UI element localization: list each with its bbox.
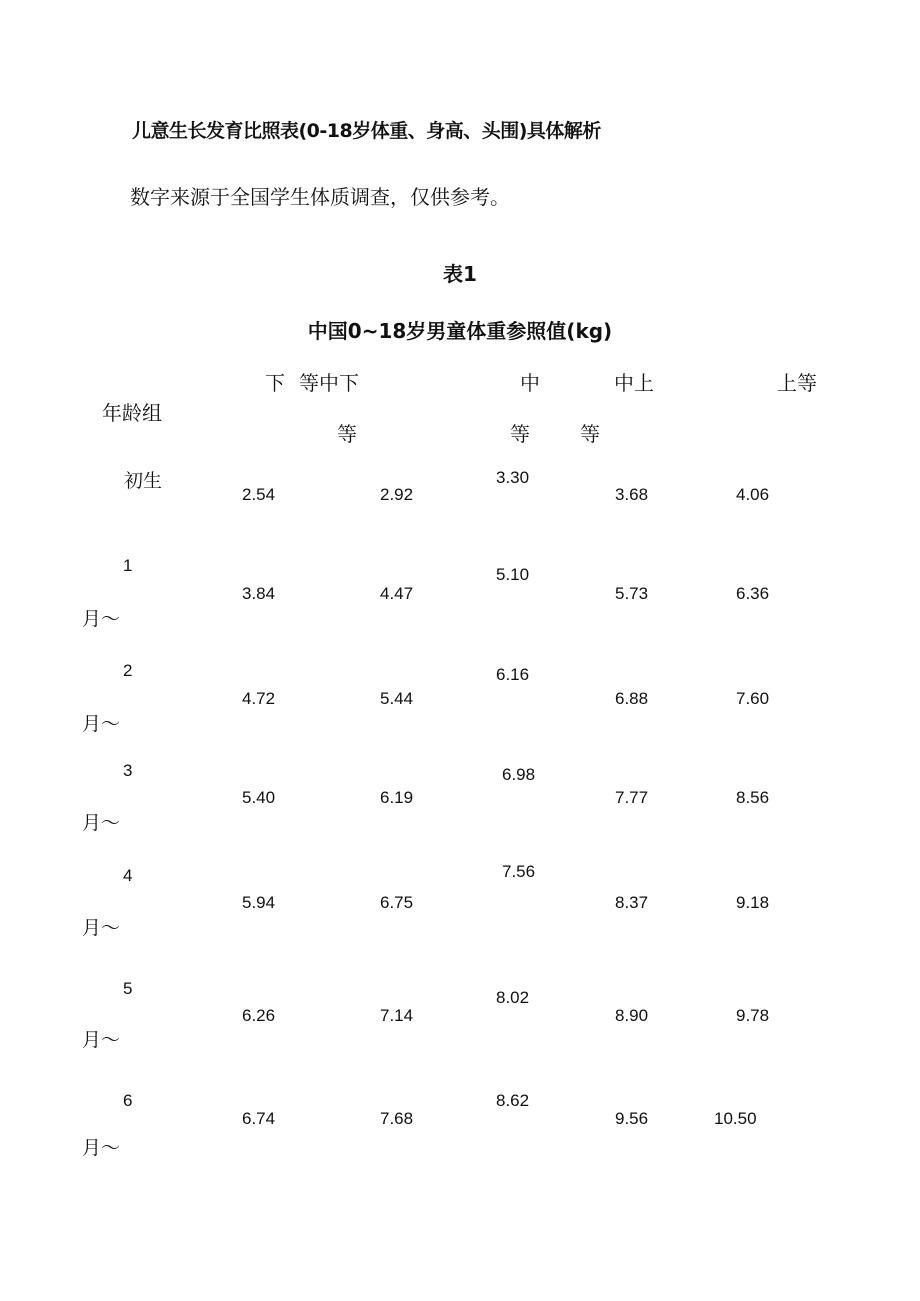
value-cell: 6.16 xyxy=(496,665,530,684)
value-cell: 6.19 xyxy=(380,788,414,807)
value-cell: 8.37 xyxy=(615,893,649,912)
age-unit: 月～ xyxy=(82,1137,121,1159)
age-number: 5 xyxy=(123,979,133,998)
header-col-d-cont: 等 xyxy=(580,422,600,446)
age-label: 初生 xyxy=(124,470,163,492)
value-cell: 3.68 xyxy=(615,485,649,504)
table-label: 表1 xyxy=(443,262,477,286)
document-title: 儿意生长发育比照表(0-18岁体重、身高、头围)具体解析 xyxy=(132,120,601,142)
age-unit: 月～ xyxy=(82,1029,121,1051)
age-number: 2 xyxy=(123,661,133,680)
table-caption: 中国0~18岁男童体重参照值(kg) xyxy=(307,319,613,343)
value-cell: 4.72 xyxy=(242,689,276,708)
header-col-c: 中 xyxy=(520,371,540,395)
age-number: 3 xyxy=(123,761,133,780)
value-cell: 5.10 xyxy=(496,565,530,584)
value-cell: 2.92 xyxy=(380,485,414,504)
value-cell: 4.47 xyxy=(380,584,414,603)
value-cell: 6.98 xyxy=(502,765,536,784)
value-cell: 7.56 xyxy=(502,862,536,881)
value-cell: 5.73 xyxy=(615,584,649,603)
header-col-b-cont: 等 xyxy=(337,422,357,446)
value-cell: 5.44 xyxy=(380,689,414,708)
header-col-d: 中上 xyxy=(614,371,654,395)
value-cell: 5.94 xyxy=(242,893,276,912)
value-cell: 6.74 xyxy=(242,1109,276,1128)
header-col-c-cont: 等 xyxy=(510,422,530,446)
value-cell: 9.56 xyxy=(615,1109,649,1128)
value-cell: 6.36 xyxy=(736,584,770,603)
value-cell: 9.18 xyxy=(736,893,770,912)
header-col-a: 下 xyxy=(265,371,285,395)
age-unit: 月～ xyxy=(82,917,121,939)
document-subtitle: 数字来源于全国学生体质调查，仅供参考。 xyxy=(130,185,510,209)
value-cell: 7.60 xyxy=(736,689,770,708)
value-cell: 6.26 xyxy=(242,1006,276,1025)
value-cell: 7.14 xyxy=(380,1006,414,1025)
value-cell: 4.06 xyxy=(736,485,770,504)
value-cell: 8.90 xyxy=(615,1006,649,1025)
value-cell: 3.84 xyxy=(242,584,276,603)
value-cell: 7.77 xyxy=(615,788,649,807)
value-cell: 6.75 xyxy=(380,893,414,912)
age-unit: 月～ xyxy=(82,713,121,735)
value-cell: 2.54 xyxy=(242,485,276,504)
age-number: 4 xyxy=(123,866,133,885)
value-cell: 3.30 xyxy=(496,468,530,487)
header-col-e: 上等 xyxy=(777,371,817,395)
value-cell: 8.62 xyxy=(496,1091,530,1110)
value-cell: 7.68 xyxy=(380,1109,414,1128)
age-number: 1 xyxy=(123,556,133,575)
value-cell: 10.50 xyxy=(714,1109,757,1128)
age-unit: 月～ xyxy=(82,608,121,630)
value-cell: 8.56 xyxy=(736,788,770,807)
value-cell: 9.78 xyxy=(736,1006,770,1025)
age-unit: 月～ xyxy=(82,812,121,834)
age-number: 6 xyxy=(123,1091,133,1110)
value-cell: 8.02 xyxy=(496,988,530,1007)
header-col-b: 等中下 xyxy=(299,371,359,395)
value-cell: 5.40 xyxy=(242,788,276,807)
value-cell: 6.88 xyxy=(615,689,649,708)
header-age-group: 年龄组 xyxy=(102,401,162,425)
